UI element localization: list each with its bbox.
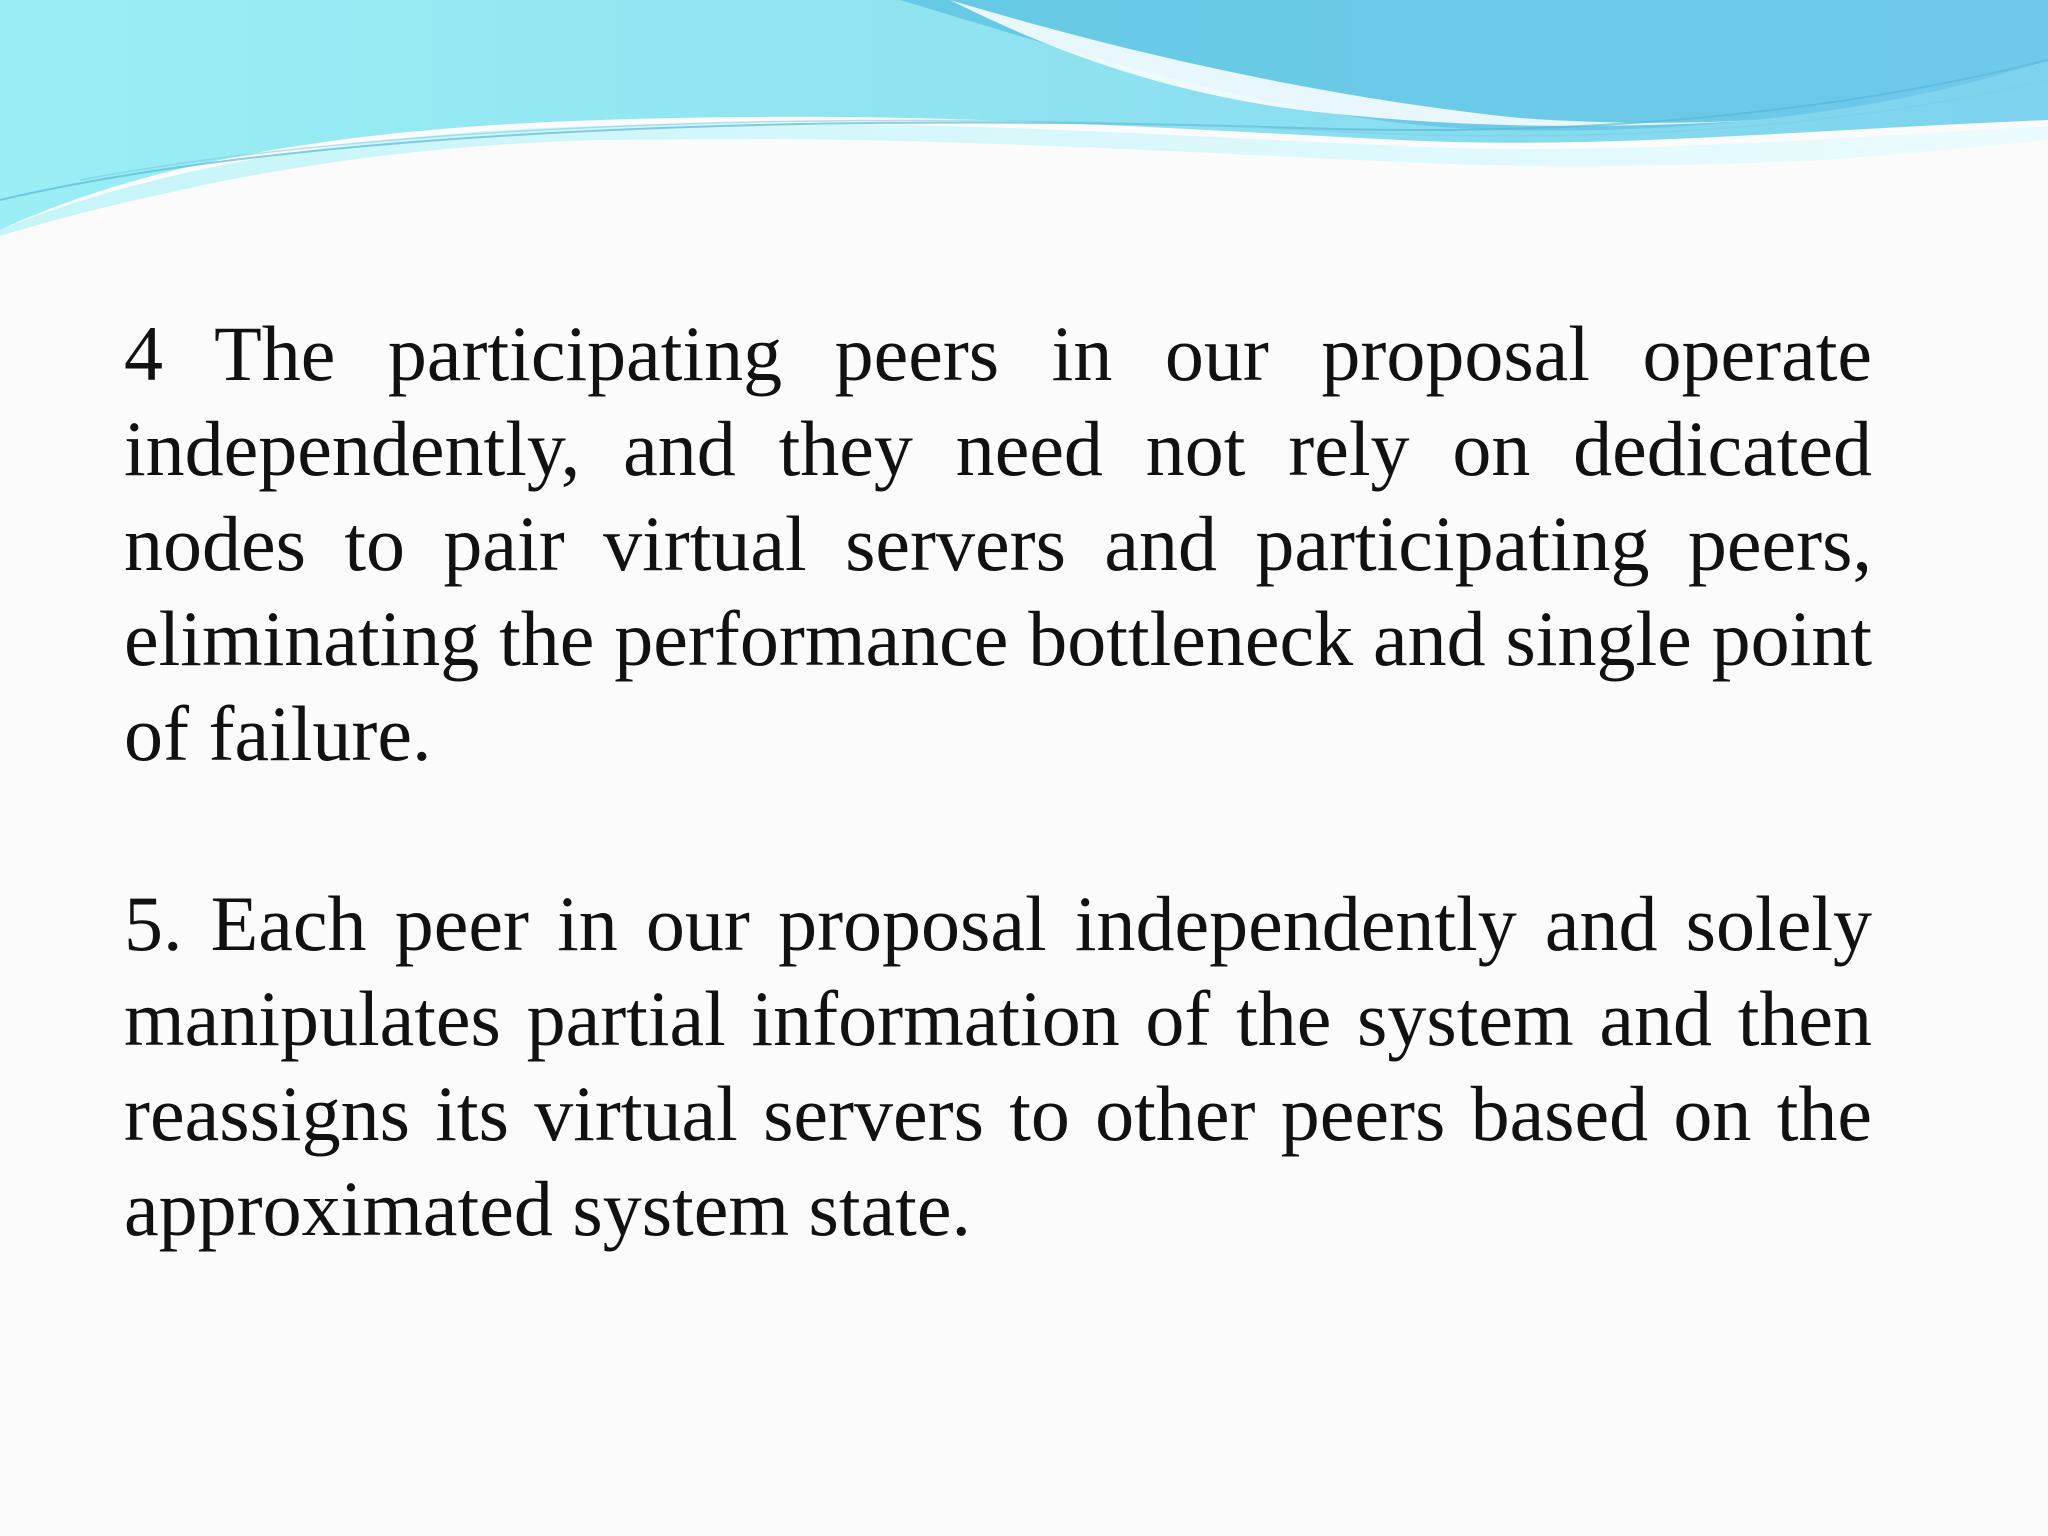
point-5-text: 5. Each peer in our proposal independently and solely manipulates partial information of the system and then reassigns its virtual servers to other peers based on the approximated system state. (124, 880, 1872, 1252)
point-4-text: 4 The participating peers in our proposal operate independently, and they need not rely on dedicated nodes to pair virtual servers and participating peers, eliminating the performance bottleneck and single point of failure. (124, 310, 1872, 777)
decorative-wave-header (0, 0, 2048, 240)
slide-body (124, 306, 1872, 1256)
